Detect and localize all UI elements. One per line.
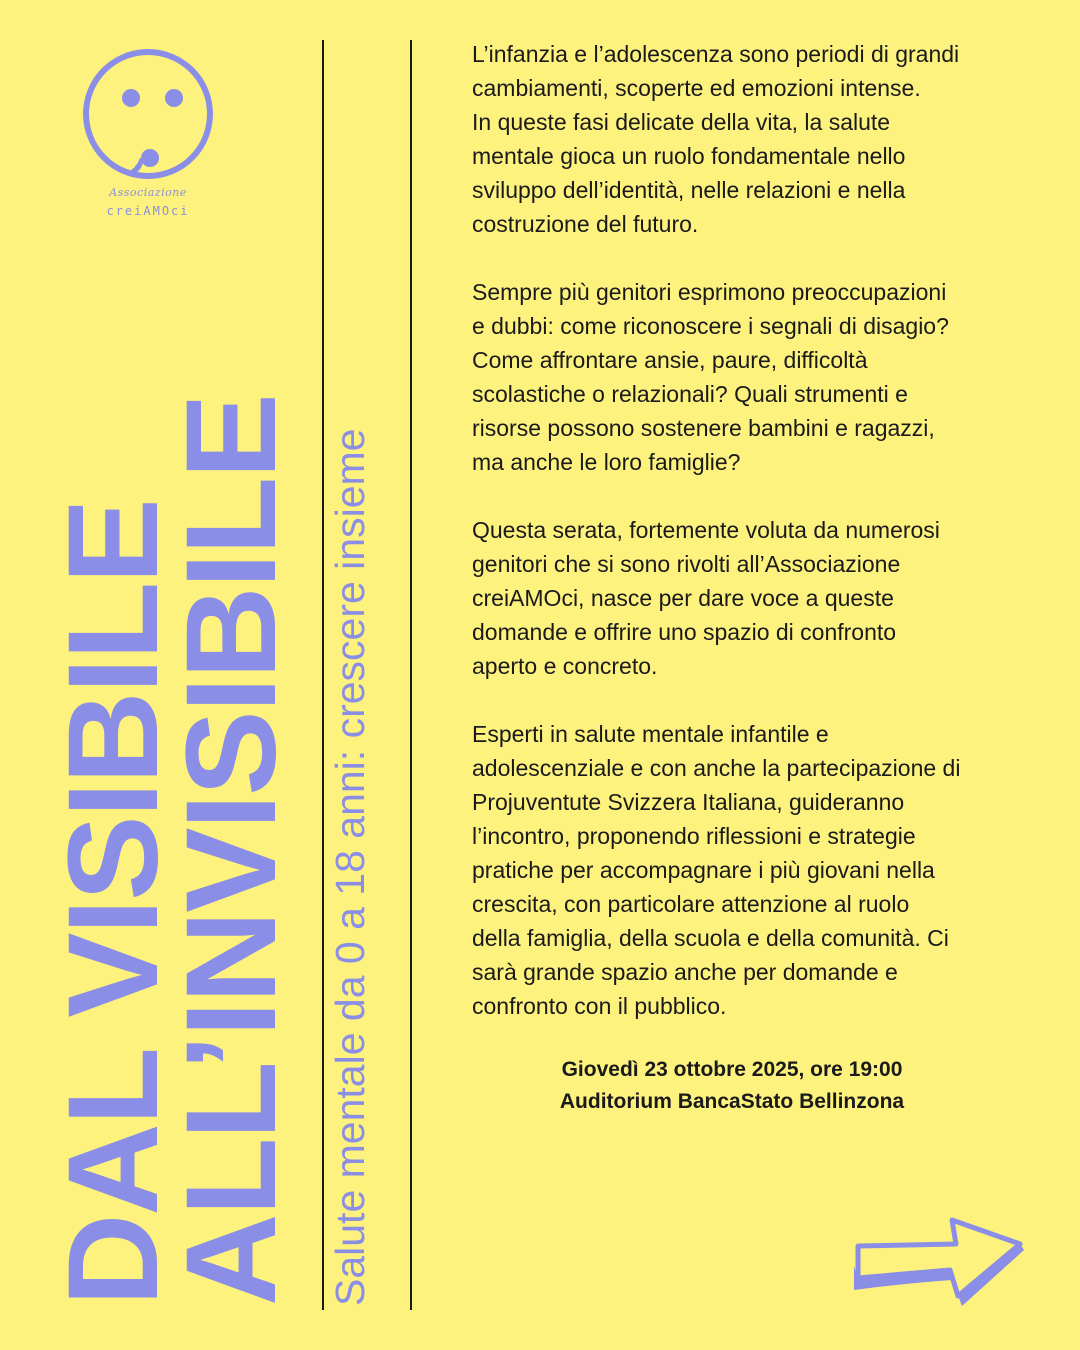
divider-left [322,40,324,1310]
paragraph-evening: Questa serata, fortemente voluta da numerosi genitori che si sono rivolti all’Associazione creiAMOci, nasce per dare voce a queste domande e offrire uno spazio di confronto aperto e concreto. [472,517,940,679]
semicolon-face-icon [78,48,218,183]
divider-right [410,40,412,1310]
paragraph-questions: Sempre più genitori esprimono preoccupazioni e dubbi: come riconoscere i segnali di disagio? Come affrontare ansie, paure, difficoltà scolastiche o relazionali? Quali strumenti e risorse possono sostenere bambini e ragazzi, ma anche le loro famiglie? [472,279,949,475]
paragraph-experts: Esperti in salute mentale infantile e adolescenziale e con anche la partecipazione di Projuventute Svizzera Italiana, guideranno l’incontro, proponendo riflessioni e strategie pratiche per accompagnare i più giovani nella crescita, con particolare attenzione al ruolo della famiglia, della scuola e della comunità. Ci sarà grande spazio anche per domande e confronto con il pubblico. [472,721,961,1019]
event-info [472,1054,992,1118]
title-line-1: DAL VISIBILE [42,500,185,1306]
title-line-2: ALL’INVISIBILE [160,395,303,1306]
body-text [472,37,1052,1057]
event-date: Giovedì 23 ottobre 2025, ore 19:00 [561,1058,903,1081]
logo-script-text: Associazione [109,186,187,199]
arrow-right-icon[interactable] [848,1214,1028,1314]
event-venue: Auditorium BancaStato Bellinzona [559,1090,905,1113]
association-logo [78,48,228,223]
paragraph-intro: L’infanzia e l’adolescenza sono periodi di grandi cambiamenti, scoperte ed emozioni intense. In queste fasi delicate della vita, la salute mentale gioca un ruolo fondamentale nello sviluppo dell’identità, nelle relazioni e nella costruzione del futuro. [472,41,960,237]
subtitle: Salute mentale da 0 a 18 anni: crescere insieme [327,428,373,1306]
logo-name-text: creiAMOci [106,204,190,218]
